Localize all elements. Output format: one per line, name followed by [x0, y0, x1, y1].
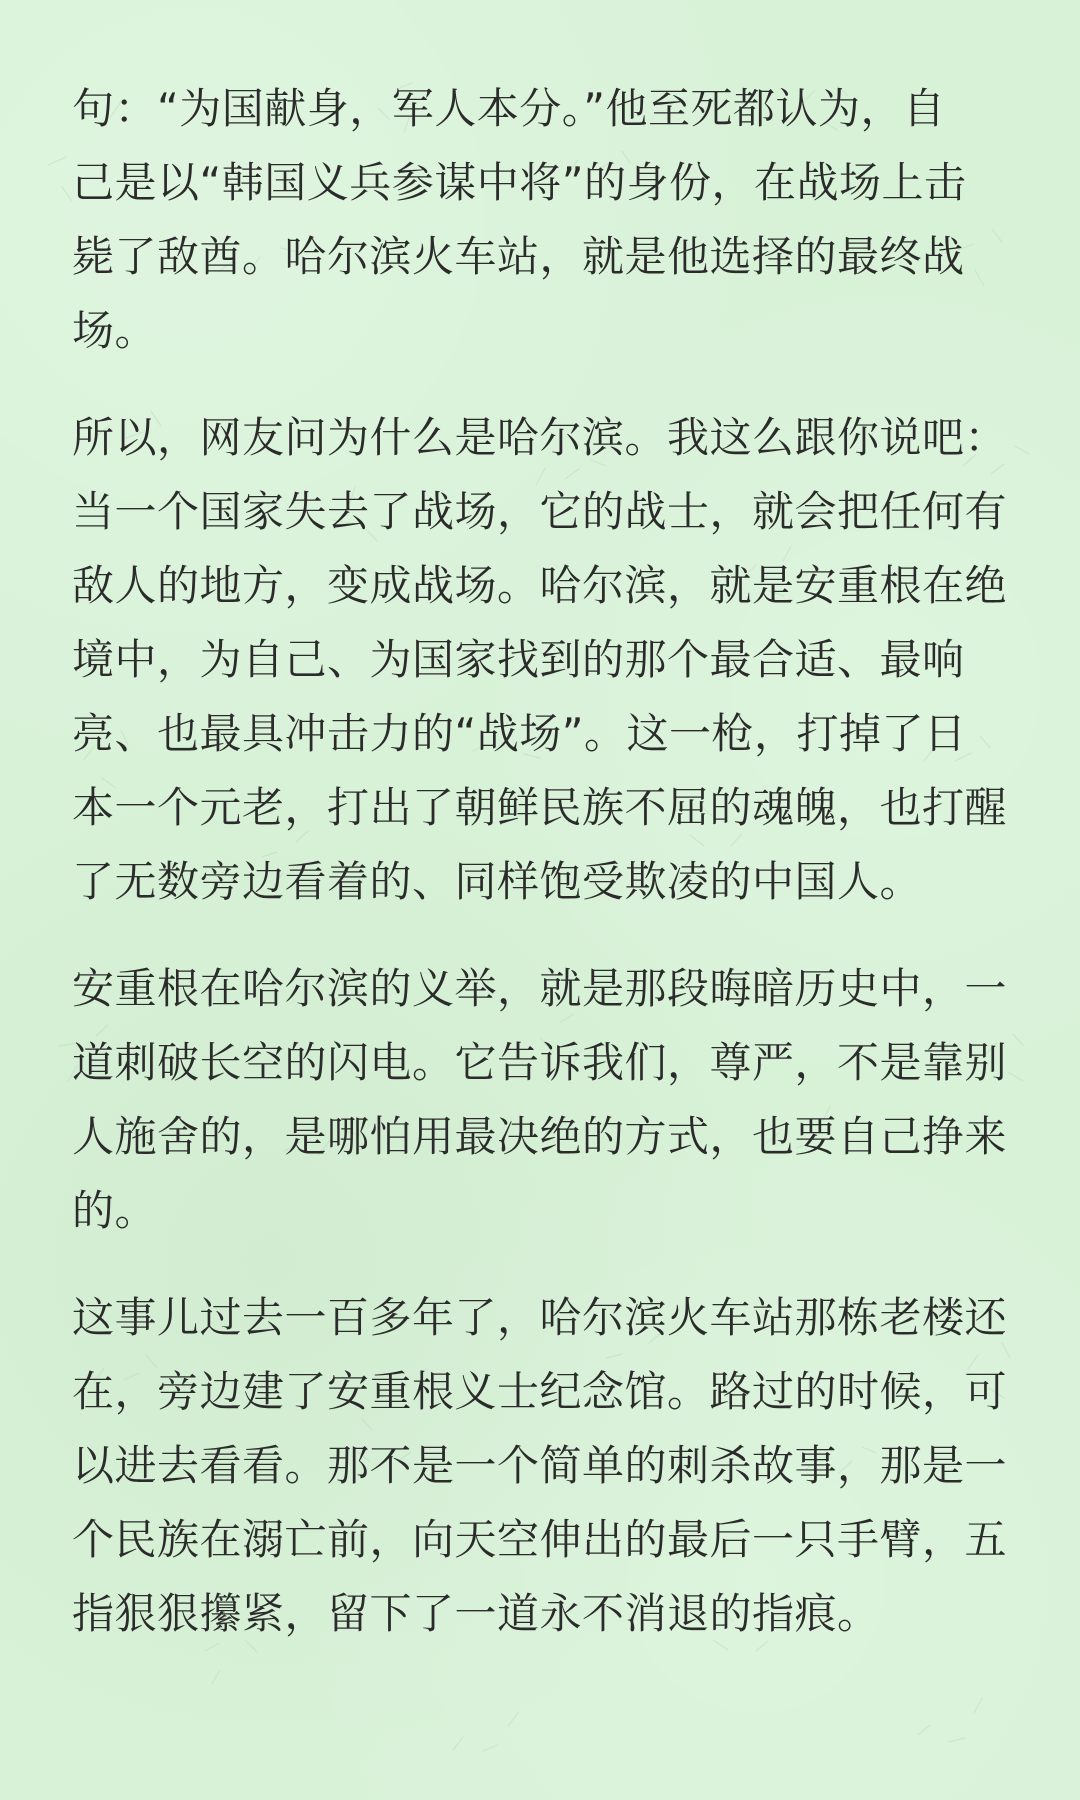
text-line: 场。 [72, 306, 158, 355]
text-line: 当一个国家失去了战场，它的战士，就会把任何有 [72, 487, 1008, 536]
paragraph-1 [72, 72, 1008, 368]
text-line: 道刺破长空的闪电。它告诉我们，尊严，不是靠别 [72, 1038, 1008, 1087]
text-line: 亮、也最具冲击力的“战场”。这一枪，打掉了日 [72, 709, 967, 758]
text-line: 境中，为自己、为国家找到的那个最合适、最响 [72, 635, 965, 684]
text-line: 本一个元老，打出了朝鲜民族不屈的魂魄，也打醒 [72, 783, 1008, 832]
text-line: 指狠狠攥紧，留下了一道永不消退的指痕。 [72, 1589, 880, 1638]
paragraph-4 [72, 1281, 1008, 1651]
text-line: 所以，网友问为什么是哈尔滨。我这么跟你说吧： [72, 413, 1008, 462]
text-line: 人施舍的，是哪怕用最决绝的方式，也要自己挣来 [72, 1112, 1008, 1161]
text-line: 毙了敌酋。哈尔滨火车站，就是他选择的最终战 [72, 232, 965, 281]
text-line: 己是以“韩国义兵参谋中将”的身份，在战场上击 [72, 158, 967, 207]
text-line: 个民族在溺亡前，向天空伸出的最后一只手臂，五 [72, 1515, 1008, 1564]
paragraph-3 [72, 952, 1008, 1248]
text-line: 这事儿过去一百多年了，哈尔滨火车站那栋老楼还 [72, 1293, 1008, 1342]
text-line: 句：“为国献身，军人本分。”他至死都认为，自 [72, 84, 946, 133]
text-line: 了无数旁边看着的、同样饱受欺凌的中国人。 [72, 857, 923, 906]
paragraph-2 [72, 401, 1008, 919]
text-line: 安重根在哈尔滨的义举，就是那段晦暗历史中，一 [72, 964, 1008, 1013]
text-line: 的。 [72, 1186, 158, 1235]
article-body [72, 72, 1008, 1684]
text-line: 以进去看看。那不是一个简单的刺杀故事，那是一 [72, 1441, 1008, 1490]
text-line: 在，旁边建了安重根义士纪念馆。路过的时候，可 [72, 1367, 1008, 1416]
text-line: 敌人的地方，变成战场。哈尔滨，就是安重根在绝 [72, 561, 1008, 610]
